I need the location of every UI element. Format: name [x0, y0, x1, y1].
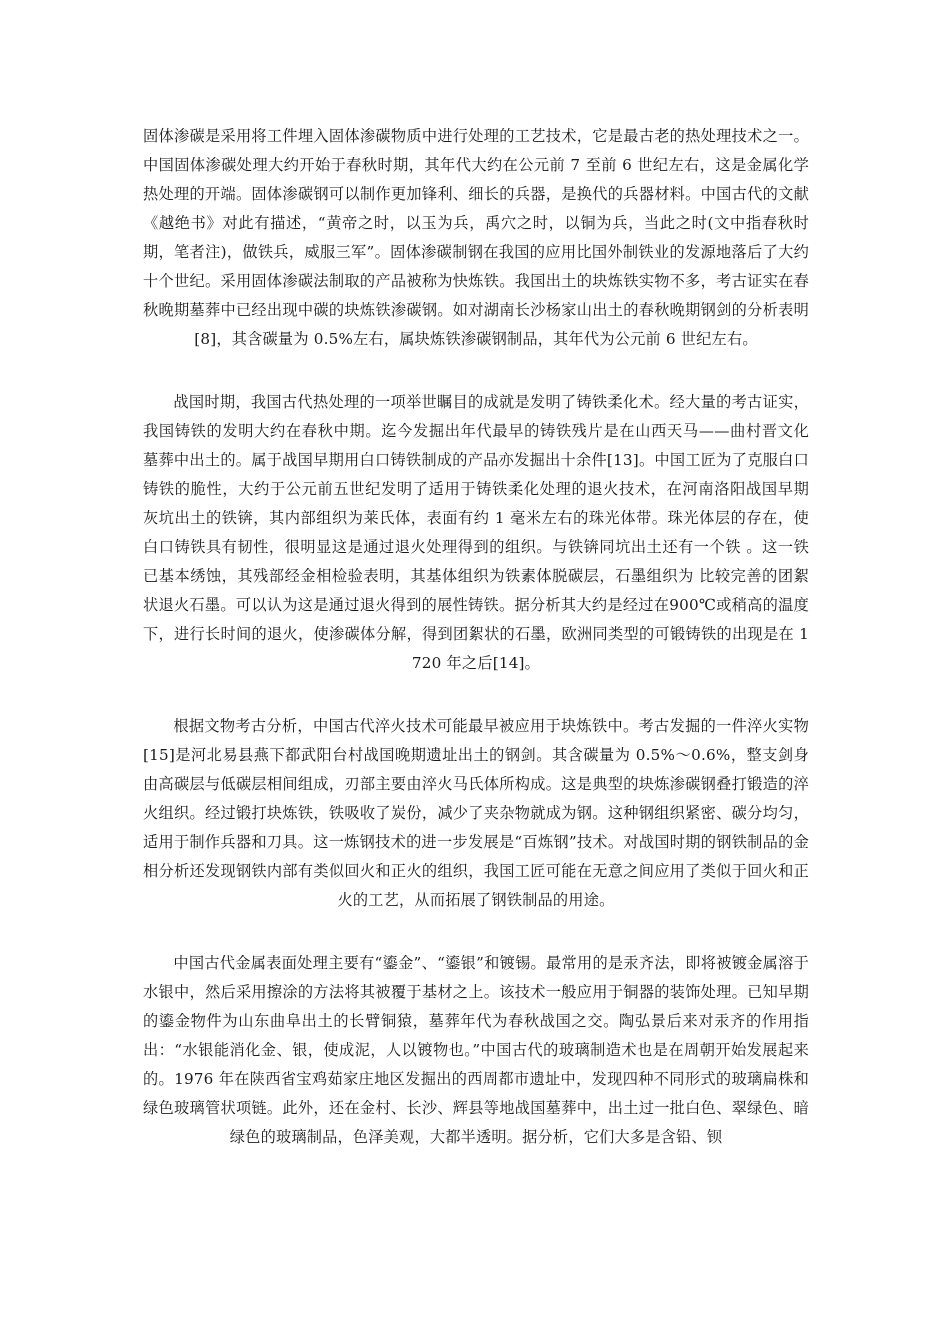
paragraph-solid-carburizing: 固体渗碳是采用将工件埋入固体渗碳物质中进行处理的工艺技术，它是最古老的热处理技术之一。中国固体渗碳处理大约开始于春秋时期，其年代大约在公元前 7 至前 6 世纪左右，这是金属化学热处理的开端。固体渗碳钢可以制作更加锋利、细长的兵器，是换代的兵器材料。中国古代的文献《越绝书》对此有描述，“黄帝之时，以玉为兵，禹穴之时，以铜为兵，当此之时(文中指春秋时期，笔者注)，做铁兵，威服三军”。固体渗碳制钢在我国的应用比国外制铁业的发源地落后了大约十个世纪。采用固体渗碳法制取的产品被称为快炼铁。我国出土的块炼铁实物不多，考古证实在春秋晚期墓葬中已经出现中碳的块炼铁渗碳钢。如对湖南长沙杨家山出土的春秋晚期钢剑的分析表明[8]，其含碳量为 0.5%左右，属块炼铁渗碳钢制品，其年代为公元前 6 世纪左右。 [143, 127, 809, 348]
paragraph-quenching: 根据文物考古分析，中国古代淬火技术可能最早被应用于块炼铁中。考古发掘的一件淬火实物[15]是河北易县燕下都武阳台村战国晚期遗址出土的钢剑。其含碳量为 0.5%～0.6%，整支剑身由高碳层与低碳层相间组成，刃部主要由淬火马氏体所构成。这是典型的块炼渗碳钢叠打锻造的淬火组织。经过锻打块炼铁，铁吸收了炭份，减少了夹杂物就成为钢。这种钢组织紧密、碳分均匀，适用于制作兵器和刀具。这一炼钢技术的进一步发展是“百炼钢”技术。对战国时期的钢铁制品的金相分析还发现钢铁内部有类似回火和正火的组织，我国工匠可能在无意之间应用了类似于回火和正火的工艺，从而拓展了钢铁制品的用途。 [143, 717, 809, 909]
paragraph-surface-treatment: 中国古代金属表面处理主要有“鎏金”、“鎏银”和镀锡。最常用的是汞齐法，即将被镀金属溶于水银中，然后采用擦涂的方法将其被覆于基材之上。该技术一般应用于铜器的装饰处理。已知早期的鎏金物件为山东曲阜出土的长臂铜猿，墓葬年代为春秋战国之交。陶弘景后来对汞齐的作用指出：“水银能消化金、银，使成泥，人以镀物也。”中国古代的玻璃制造术也是在周朝开始发展起来的。1976 年在陕西省宝鸡茹家庄地区发掘出的西周都市遗址中，发现四种不同形式的玻璃扁株和绿色玻璃管状项链。此外，还在金村、长沙、辉县等地战国墓葬中，出土过一批白色、翠绿色、暗绿色的玻璃制品，色泽美观，大都半透明。据分析，它们大多是含铅、钡 [143, 954, 809, 1146]
document-page [143, 122, 809, 1152]
paragraph-cast-iron-softening: 战国时期，我国古代热处理的一项举世瞩目的成就是发明了铸铁柔化术。经大量的考古证实，我国铸铁的发明大约在春秋中期。迄今发掘出年代最早的铸铁残片是在山西天马——曲村晋文化 墓葬中出土的。属于战国早期用白口铸铁制成的产品亦发掘出十余件[13]。中国工匠为了克服白口 铸铁的脆性，大约于公元前五世纪发明了适用于铸铁柔化处理的退火技术，在河南洛阳战国早期 灰坑出土的铁锛，其内部组织为莱氏体，表面有约 1 毫米左右的珠光体带。珠光体层的存在，使白口铸铁具有韧性，很明显这是通过退火处理得到的组织。与铁锛同坑出土还有一个铁 。这一铁已基本绣蚀，其残部经金相检验表明，其基体组织为铁素体脱碳层，石墨组织为 比较完善的团絮状退火石墨。可以认为这是通过退火得到的展性铸铁。据分析其大约是经过在900℃或稍高的温度下，进行长时间的退火，使渗碳体分解，得到团絮状的石墨，欧洲同类型的可锻铸铁的出现是在 1720 年之后[14]。 [143, 393, 809, 672]
